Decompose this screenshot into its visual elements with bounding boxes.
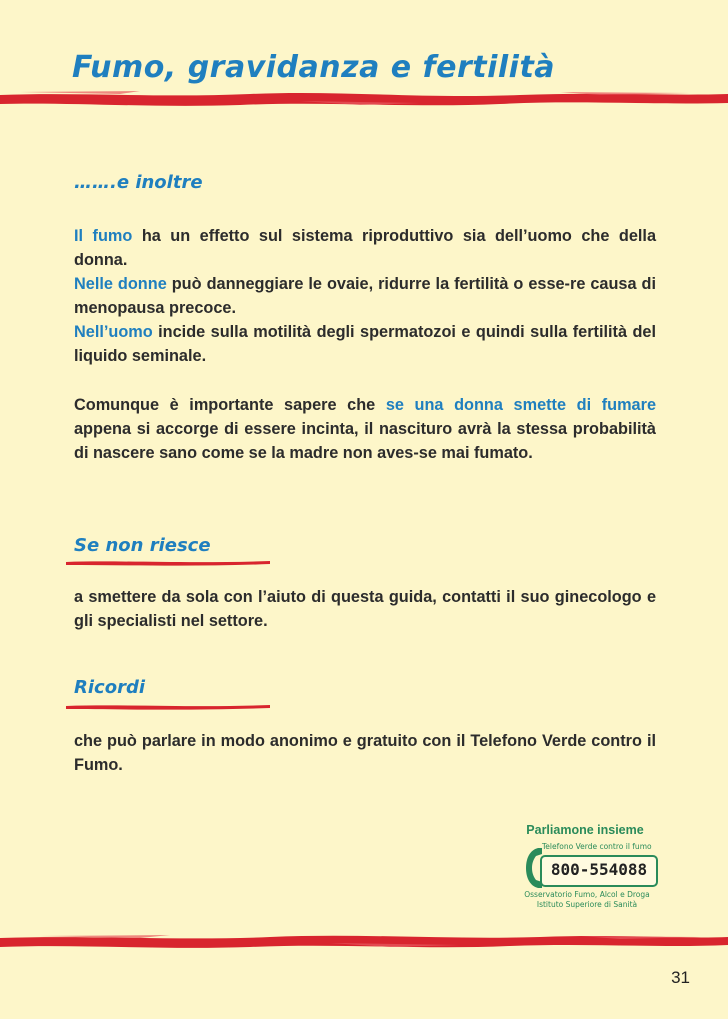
paragraph-comunque xyxy=(74,393,656,465)
red-brush-stroke-top xyxy=(0,86,728,110)
section-heading-inoltre: …….e inoltre xyxy=(74,172,203,193)
paragraph-ricordi: che può parlare in modo anonimo e gratuito con il Telefono Verde contro il Fumo. xyxy=(74,732,656,774)
paragraph-comunque-pre: Comunque è importante sapere che xyxy=(74,396,386,414)
paragraph-donne-text: può danneggiare le ovaie, ridurre la fertilità o esse-re causa di menopausa precoce. xyxy=(74,275,656,317)
paragraph-non-riesce: a smettere da sola con l’aiuto di questa guida, contatti il suo ginecologo e gli specialisti nel settore. xyxy=(74,588,656,630)
highlight-smette-fumare: se una donna smette di fumare xyxy=(385,396,656,414)
paragraph-uomo-text: incide sulla motilità degli spermatozoi e quindi sulla fertilità del liquido seminale. xyxy=(74,323,656,365)
paragraph-comunque-post: appena si accorge di essere incinta, il nascituro avrà la stessa probabilità di nascere sano come se la madre non aves-se mai fumato. xyxy=(74,420,656,462)
logo-institution xyxy=(512,890,662,910)
section-heading-ricordi: Ricordi xyxy=(74,677,145,698)
red-underline-stroke xyxy=(66,558,270,568)
phone-number: 800-554088 xyxy=(550,860,648,879)
telefono-verde-logo xyxy=(512,823,662,918)
highlight-fumo: Il fumo xyxy=(74,227,133,245)
logo-institution-line1: Osservatorio Fumo, Alcol e Droga xyxy=(524,890,650,899)
paragraph-fumo-text: ha un effetto sul sistema riproduttivo sia dell’uomo che della donna. xyxy=(74,227,656,269)
section-heading-non-riesce: Se non riesce xyxy=(74,535,211,556)
red-brush-stroke-bottom xyxy=(0,928,728,952)
page-number: 31 xyxy=(671,968,690,987)
logo-subtitle: Telefono Verde contro il fumo xyxy=(542,842,652,851)
highlight-nelle-donne: Nelle donne xyxy=(74,275,167,293)
page-title: Fumo, gravidanza e fertilità xyxy=(72,50,556,85)
logo-title: Parliamone insieme xyxy=(526,823,644,837)
red-underline-stroke xyxy=(66,702,270,712)
logo-institution-line2: Istituto Superiore di Sanità xyxy=(536,900,638,909)
paragraph-fumo xyxy=(74,224,656,368)
highlight-nelluomo: Nell’uomo xyxy=(74,323,153,341)
phone-number-box xyxy=(540,855,658,887)
